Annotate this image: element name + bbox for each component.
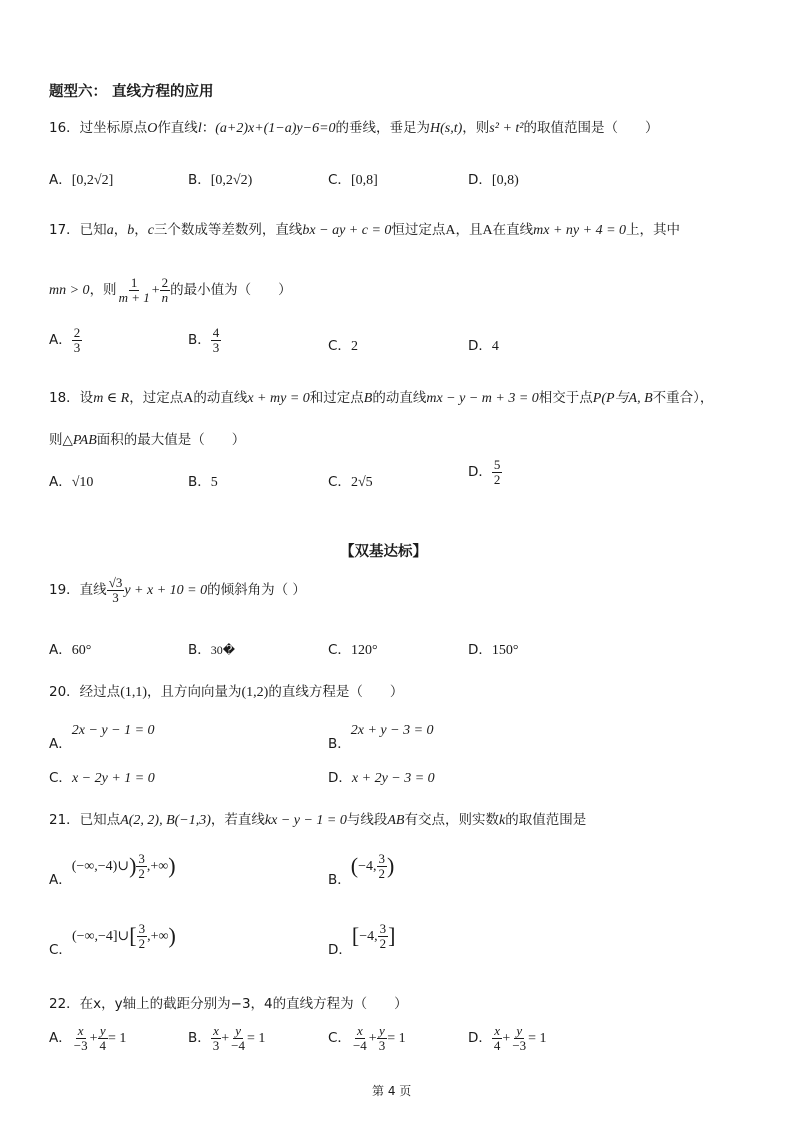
- fraction-numerator: √3: [108, 575, 123, 590]
- q16-text: ：: [201, 120, 216, 136]
- q18-text: 的动直线: [193, 390, 248, 406]
- option-value: 2√5: [350, 475, 373, 490]
- fraction-denominator: 2: [378, 865, 385, 881]
- option-letter: B．: [188, 642, 211, 658]
- option-operator: +: [221, 1031, 230, 1047]
- q19-text: 的倾斜角为（ ）: [207, 582, 306, 599]
- q16-line-l: l: [197, 121, 202, 136]
- option-value: ,+∞: [147, 929, 169, 945]
- option-fraction-x: [351, 1024, 369, 1052]
- option-letter: C．: [328, 642, 351, 658]
- fraction-numerator: y: [235, 1023, 241, 1038]
- q17-text: 在直线: [492, 222, 534, 238]
- q18-text: 则△: [49, 432, 73, 448]
- q17-plus: +: [151, 283, 160, 299]
- option-value: (−∞,−4)∪: [71, 859, 130, 875]
- q22-option-c[interactable]: [328, 1024, 406, 1052]
- option-fraction-y: [229, 1024, 247, 1052]
- q20-option-c[interactable]: [49, 766, 155, 787]
- option-fraction: [211, 326, 222, 354]
- q19-option-b[interactable]: [188, 638, 235, 658]
- option-value: 60°: [71, 643, 92, 658]
- question-18-line-2: [49, 428, 245, 449]
- q17-var-c: c: [147, 223, 154, 238]
- fraction-denominator: −3: [73, 1037, 88, 1053]
- fraction-numerator: 1: [130, 275, 138, 290]
- option-letter: C．: [49, 770, 72, 786]
- option-fraction-y: [510, 1024, 528, 1052]
- q21-text: ，若直线: [210, 812, 265, 828]
- option-fraction-x: [72, 1024, 90, 1052]
- option-letter: A．: [49, 642, 72, 658]
- q16-text: ，则: [462, 120, 490, 136]
- q20-option-d[interactable]: [328, 766, 435, 787]
- option-value: ,+∞: [146, 859, 169, 875]
- option-fraction-y: [98, 1024, 109, 1052]
- question-20: [49, 680, 403, 701]
- fraction-numerator: x: [356, 1023, 363, 1038]
- q16-option-d[interactable]: [468, 168, 519, 189]
- q21-option-a[interactable]: [49, 851, 176, 889]
- q17-var-a: a: [106, 223, 114, 238]
- q16-equation: (a+2)x+(1−a)y−6=0: [215, 121, 336, 136]
- fraction-denominator: 3: [212, 1037, 220, 1053]
- q16-option-b[interactable]: [188, 168, 252, 189]
- option-value: 4: [491, 339, 499, 354]
- q17-point-a: A: [482, 223, 493, 238]
- q16-point-o: O: [147, 121, 158, 136]
- option-value: 2x − y − 1 = 0: [71, 723, 155, 738]
- fraction-denominator: 3: [73, 339, 81, 355]
- q16-text: 作直线: [157, 120, 198, 136]
- option-bracket-left: [: [351, 923, 360, 949]
- q17-text: 上，其中: [626, 222, 681, 238]
- option-value: 30�: [210, 643, 236, 657]
- q21-text: 的取值范围是: [505, 812, 587, 828]
- question-16: [49, 116, 658, 137]
- option-letter: D．: [328, 942, 352, 959]
- q16-text: 的取值范围是（ ）: [523, 120, 659, 136]
- option-fraction-x: [492, 1024, 503, 1052]
- option-value: 150°: [491, 643, 519, 658]
- option-value: √10: [71, 475, 94, 490]
- option-fraction: [72, 326, 83, 354]
- option-bracket-right: ): [387, 853, 395, 879]
- q17-option-a[interactable]: [49, 326, 82, 354]
- fraction-numerator: 3: [138, 851, 145, 866]
- page-number: 第 4 页: [372, 1084, 412, 1098]
- fraction-numerator: 3: [378, 851, 385, 866]
- option-letter: D．: [468, 1030, 492, 1047]
- q16-foot-h: H(s,t): [430, 121, 463, 136]
- q20-text: 的直线方程是（ ）: [268, 684, 404, 700]
- q16-option-c[interactable]: [328, 168, 378, 189]
- question-22: 22．在x，y轴上的截距分别为−3，4的直线方程为（ ）: [49, 996, 408, 1012]
- q20-vector: (1,2): [241, 685, 269, 700]
- q21-var-k: k: [498, 813, 506, 828]
- q17-equation-2: mx + ny + 4 = 0: [533, 223, 627, 238]
- fraction-denominator: 3: [378, 1037, 386, 1053]
- fraction-denominator: −3: [512, 1037, 527, 1053]
- q16-text: 的垂线，垂足为: [335, 120, 431, 136]
- q17-text: 的最小值为（ ）: [170, 282, 292, 299]
- option-letter: C．: [328, 338, 351, 354]
- q22-option-a[interactable]: [49, 1024, 126, 1052]
- fraction-numerator: 2: [73, 325, 81, 340]
- q17-option-b[interactable]: [188, 326, 221, 354]
- q18-text: 不重合），: [652, 390, 714, 406]
- q20-point: (1,1): [120, 685, 148, 700]
- fraction-denominator: 2: [138, 865, 145, 881]
- q17-fraction-2: [160, 276, 171, 304]
- q17-text: ，则: [89, 282, 117, 299]
- q19-option-c[interactable]: [328, 638, 378, 659]
- q20-text: ，且方向向量为: [147, 684, 242, 700]
- q21-text: 与线段: [346, 812, 388, 828]
- option-fraction: [492, 458, 503, 486]
- q18-text: 18．设: [49, 390, 94, 406]
- q18-option-d[interactable]: [468, 458, 502, 486]
- option-bracket-left: ): [129, 853, 137, 879]
- option-letter: A．: [49, 474, 72, 490]
- fraction-numerator: y: [379, 1023, 385, 1038]
- option-fraction: [137, 922, 148, 950]
- fraction-denominator: −4: [352, 1037, 367, 1053]
- q19-text: 19．直线: [49, 582, 107, 599]
- q21-points: A(2, 2), B(−1,3): [120, 813, 211, 828]
- q21-text: 有交点，则实数: [404, 812, 499, 828]
- option-value: x − 2y + 1 = 0: [71, 771, 155, 786]
- section-heading: 题型六： 直线方程的应用: [49, 84, 214, 100]
- option-letter: A．: [49, 172, 72, 188]
- option-operator: +: [89, 1031, 98, 1047]
- question-21: [49, 808, 586, 829]
- fraction-numerator: x: [213, 1023, 219, 1038]
- q17-point-a: A: [445, 223, 456, 238]
- fraction-numerator: 3: [379, 921, 387, 936]
- option-value: −4,: [358, 859, 377, 875]
- fraction-denominator: m + 1: [118, 289, 150, 305]
- option-value: −4,: [359, 929, 378, 945]
- q18-text: ，过定点: [129, 390, 184, 406]
- fraction-denominator: 2: [493, 471, 501, 487]
- option-value: [0,2√2]: [71, 173, 114, 188]
- q17-fraction-1: [117, 276, 152, 304]
- option-letter: A．: [49, 332, 72, 349]
- q19-option-a[interactable]: [49, 638, 91, 659]
- q18-option-a[interactable]: [49, 470, 93, 491]
- option-letter: C．: [328, 1030, 351, 1047]
- q19-option-d[interactable]: [468, 638, 519, 659]
- option-value: 2: [350, 339, 358, 354]
- q19-fraction: [107, 576, 125, 604]
- q21-segment: AB: [387, 813, 405, 828]
- option-value: [0,8]: [350, 173, 378, 188]
- option-letter: A．: [49, 736, 72, 752]
- fraction-denominator: 2: [138, 935, 146, 951]
- fraction-denominator: 3: [212, 339, 220, 355]
- fraction-numerator: 2: [161, 275, 169, 290]
- fraction-denominator: 2: [379, 935, 387, 951]
- q21-text: 21．已知点: [49, 812, 121, 828]
- option-bracket-right: ]: [388, 923, 396, 949]
- q18-equation-2: mx − y − m + 3 = 0: [426, 391, 539, 406]
- subheading: 【双基达标】: [340, 544, 427, 560]
- question-18: [49, 386, 713, 407]
- option-fraction-x: [211, 1024, 222, 1052]
- option-value: (−∞,−4]∪: [71, 929, 130, 945]
- fraction-numerator: 5: [493, 457, 501, 472]
- option-letter: D．: [468, 338, 492, 354]
- option-bracket-right: ): [168, 923, 176, 949]
- option-letter: D．: [468, 642, 492, 658]
- fraction-numerator: y: [99, 1023, 106, 1038]
- q18-text: 相交于点: [538, 390, 593, 406]
- fraction-denominator: 4: [493, 1037, 501, 1053]
- q20-option-a[interactable]: [49, 718, 155, 752]
- option-letter: C．: [328, 172, 351, 188]
- q22-option-b[interactable]: [188, 1024, 265, 1052]
- question-17: [49, 218, 680, 239]
- fraction-denominator: 3: [112, 589, 119, 605]
- q16-expression: s² + t²: [489, 121, 524, 136]
- option-value: [0,2√2): [210, 173, 253, 188]
- fraction-numerator: x: [494, 1023, 501, 1038]
- q17-text: ，: [113, 222, 128, 238]
- q17-var-b: b: [127, 223, 135, 238]
- option-letter: D．: [468, 464, 492, 481]
- q21-option-d[interactable]: [328, 921, 396, 959]
- q17-text: ，: [134, 222, 148, 238]
- q18-point-b: B: [363, 391, 373, 406]
- q18-point-p: P(P与A, B: [592, 391, 653, 406]
- option-rhs: = 1: [387, 1031, 406, 1047]
- option-letter: C．: [328, 474, 351, 490]
- option-value: [0,8): [491, 173, 519, 188]
- option-bracket-right: ): [168, 853, 176, 879]
- option-fraction: [136, 852, 147, 880]
- option-rhs: = 1: [247, 1031, 266, 1047]
- option-letter: D．: [328, 770, 352, 786]
- q18-point-a: A: [183, 391, 194, 406]
- q18-text: 面积的最大值是（ ）: [96, 432, 246, 448]
- q18-condition: m ∈ R: [93, 391, 130, 406]
- q17-text: 三个数成等差数列，直线: [153, 222, 303, 238]
- question-19: [49, 576, 306, 604]
- option-bracket-left: (: [350, 853, 359, 879]
- option-letter: A．: [49, 1030, 72, 1047]
- option-value: 120°: [350, 643, 378, 658]
- option-letter: B．: [188, 1030, 211, 1047]
- q20-option-b[interactable]: [328, 718, 434, 752]
- q21-equation: kx − y − 1 = 0: [264, 813, 347, 828]
- q18-option-c[interactable]: [328, 470, 373, 491]
- q19-equation: y + x + 10 = 0: [124, 583, 208, 599]
- fraction-numerator: 4: [212, 325, 220, 340]
- option-value: 2x + y − 3 = 0: [350, 723, 434, 738]
- q17-equation-1: bx − ay + c = 0: [302, 223, 392, 238]
- q17-option-c[interactable]: [328, 334, 358, 355]
- q17-text: 恒过定点: [391, 222, 446, 238]
- q16-option-a[interactable]: [49, 168, 113, 189]
- q17-option-d[interactable]: [468, 334, 499, 355]
- option-letter: B．: [188, 474, 211, 490]
- q18-equation-1: x + my = 0: [247, 391, 310, 406]
- q18-text: 和过定点: [309, 390, 364, 406]
- q18-triangle: PAB: [72, 433, 97, 448]
- option-letter: B．: [328, 736, 351, 752]
- option-letter: B．: [328, 872, 351, 889]
- q18-text: 的动直线: [372, 390, 427, 406]
- q17-text: ，且: [455, 222, 483, 238]
- fraction-denominator: −4: [231, 1037, 246, 1053]
- option-letter: B．: [188, 332, 211, 349]
- option-value: 5: [210, 475, 218, 490]
- option-letter: A．: [49, 872, 72, 889]
- option-bracket-left: [: [129, 923, 137, 949]
- q16-text: 16．过坐标原点: [49, 120, 148, 136]
- q20-text: 20．经过点: [49, 684, 121, 700]
- option-rhs: = 1: [528, 1031, 547, 1047]
- option-rhs: = 1: [108, 1031, 127, 1047]
- option-letter: B．: [188, 172, 211, 188]
- fraction-denominator: n: [161, 289, 169, 305]
- option-letter: C．: [49, 942, 72, 959]
- option-operator: +: [502, 1031, 511, 1047]
- fraction-numerator: 3: [138, 921, 146, 936]
- option-fraction-y: [377, 1024, 388, 1052]
- fraction-denominator: 4: [99, 1037, 106, 1053]
- option-fraction: [378, 922, 389, 950]
- q22-option-d[interactable]: [468, 1024, 547, 1052]
- fraction-numerator: x: [77, 1023, 84, 1038]
- option-value: x + 2y − 3 = 0: [351, 771, 435, 786]
- q21-option-c[interactable]: [49, 921, 176, 959]
- q17-text: 17．已知: [49, 222, 107, 238]
- fraction-numerator: y: [516, 1023, 523, 1038]
- option-letter: D．: [468, 172, 492, 188]
- option-fraction: [377, 852, 388, 880]
- q21-option-b[interactable]: [328, 851, 395, 889]
- option-operator: +: [368, 1031, 377, 1047]
- q18-option-b[interactable]: [188, 470, 218, 491]
- q17-condition: mn > 0: [49, 283, 90, 299]
- question-17-line-2: [49, 276, 292, 304]
